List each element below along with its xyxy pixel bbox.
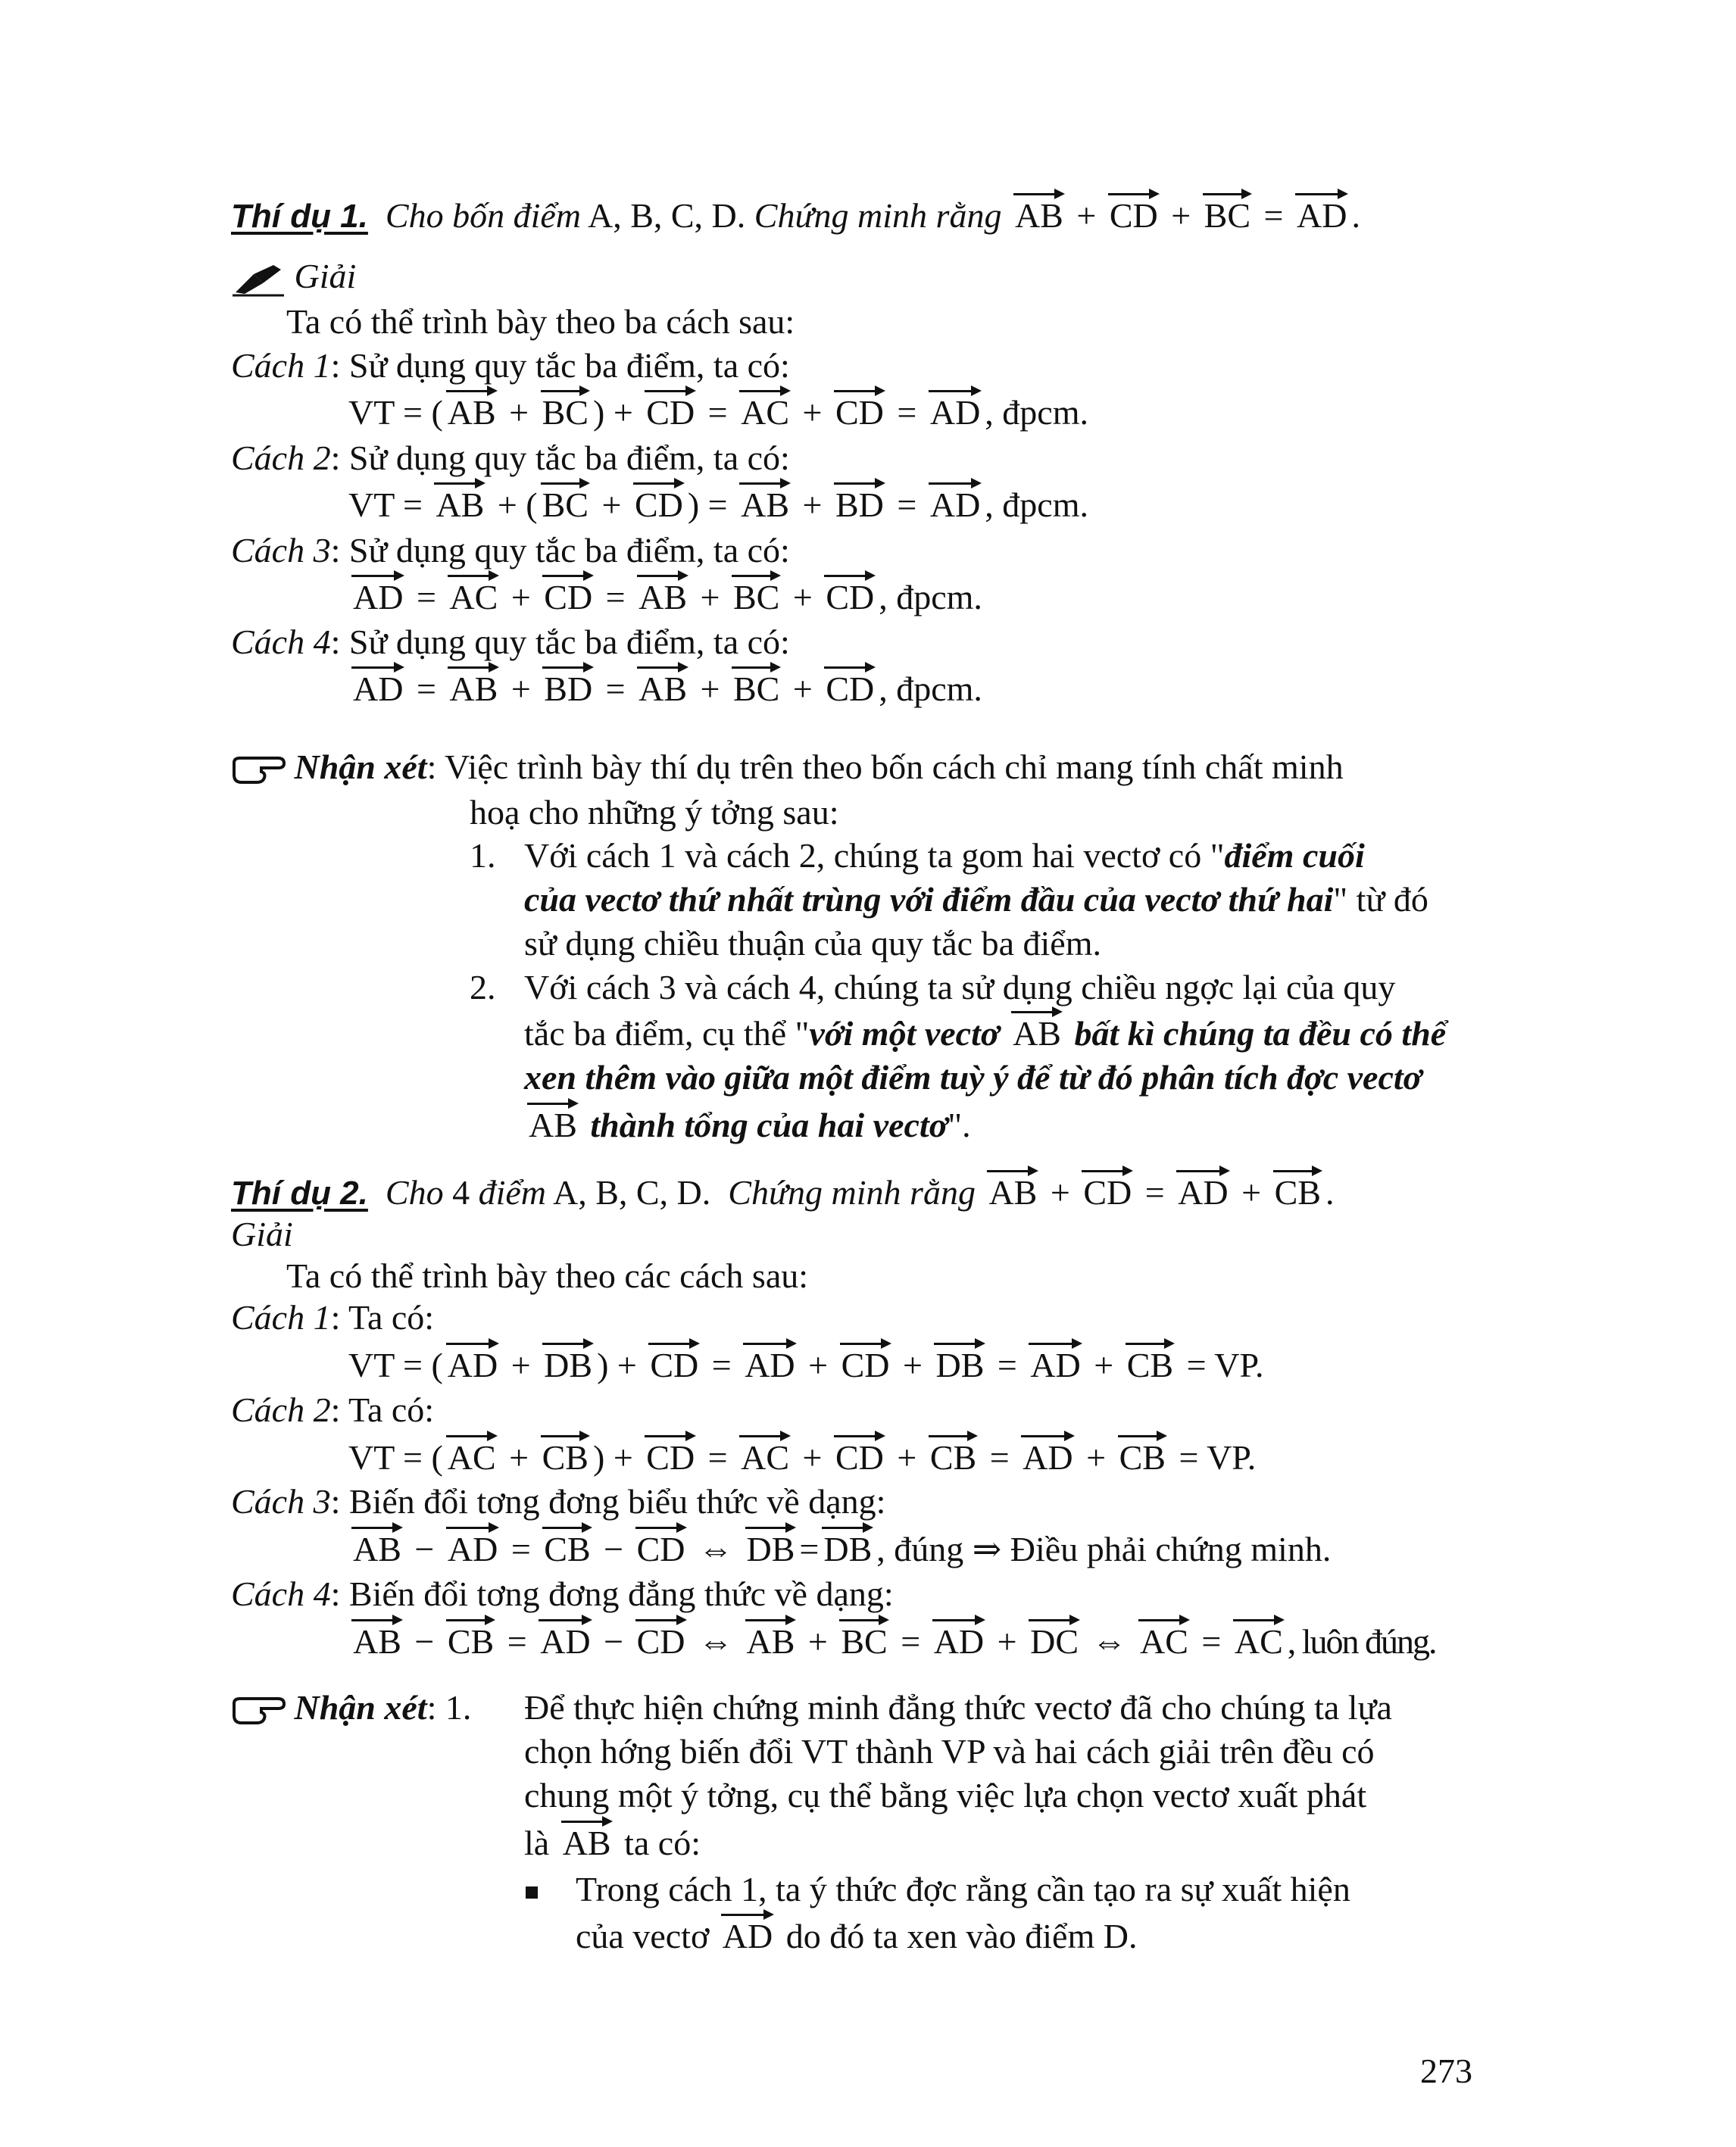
method-3-heading: Cách 3: Sử dụng quy tắc ba điểm, ta có:: [231, 531, 790, 570]
vector-cd: CD: [1107, 193, 1161, 239]
ex2-method-1-heading: Cách 1: Ta có:: [231, 1298, 435, 1337]
remark-1-item-1-line-1: Với cách 1 và cách 2, chúng ta gom hai vectơ có "điểm cuối: [524, 836, 1365, 875]
example-2-intro: Ta có thể trình bày theo các cách sau:: [286, 1256, 809, 1295]
ex2-method-4-equation: AB − CB = AD − CD ⇔ AB + BC = AD + DC ⇔ AC = AC , luôn đúng.: [348, 1619, 1436, 1665]
vector-ab: AB: [1012, 193, 1066, 239]
ex2-method-4-heading: Cách 4: Biến đổi tơng đơng đẳng thức về dạng:: [231, 1574, 894, 1613]
vector-bc: BC: [1201, 193, 1254, 239]
intro-text: Ta có thể trình bày theo ba cách sau:: [286, 302, 795, 341]
remark-1-line-2: hoạ cho những ý tởng sau:: [470, 793, 839, 832]
ex2-method-3-equation: AB − AD = CB − CD ⇔ DB = DB , đúng ⇒ Điều phải chứng minh.: [348, 1527, 1331, 1572]
ex2-method-2-heading: Cách 2: Ta có:: [231, 1390, 435, 1429]
ex2-method-2-equation: VT = ( AC + CB ) + CD = AC + CD + CB = AD + CB = VP.: [348, 1435, 1256, 1481]
remark-1-item-1-line-3: sử dụng chiều thuận của quy tắc ba điểm.: [524, 924, 1101, 963]
remark-2-text-1: Để thực hiện chứng minh đẳng thức vectơ đã cho chúng ta lựa: [524, 1688, 1392, 1727]
remark-1-item-2-line-4: AB thành tổng của hai vectơ".: [524, 1103, 971, 1148]
page-number: 273: [1420, 2052, 1472, 2090]
remark-2-bullet-1: [524, 1867, 539, 1912]
method-2-equation: VT = AB + ( BC + CD ) = AB + BD = AD , đpcm.: [348, 482, 1088, 528]
method-2-heading: Cách 2: Sử dụng quy tắc ba điểm, ta có:: [231, 438, 790, 477]
pointing-hand-icon: [231, 1696, 286, 1726]
example-1-statement: Thí dụ 1. Cho bốn điểm A, B, C, D. Chứng minh rằng AB + CD + BC = AD .: [231, 193, 1360, 239]
remark-2-bullet-1-line-1: Trong cách 1, ta ý thức đợc rằng cần tạo ra sự xuất hiện: [576, 1870, 1350, 1908]
vector-ad: AD: [1294, 193, 1350, 239]
example-2-statement: Thí dụ 2. Cho 4 điểm A, B, C, D. Chứng minh rằng AB + CD = AD + CB .: [231, 1170, 1334, 1216]
ex2-method-3-heading: Cách 3: Biến đổi tơng đơng biểu thức về dạng:: [231, 1482, 886, 1521]
solution-label: Giải: [231, 254, 356, 299]
remark-2-text-2: chọn hớng biến đổi VT thành VP và hai cách giải trên đều có: [524, 1732, 1375, 1771]
remark-1-item-2-number: 2.: [470, 968, 496, 1006]
method-4-equation: AD = AB + BD = AB + BC + CD , đpcm.: [348, 666, 982, 712]
pen-writing-icon: [231, 262, 286, 297]
ex2-method-1-equation: VT = ( AD + DB ) + CD = AD + CD + DB = AD + CB = VP.: [348, 1343, 1263, 1388]
remark-2-text-3: chung một ý tởng, cụ thể bằng việc lựa chọn vectơ xuất phát: [524, 1776, 1367, 1815]
method-3-equation: AD = AC + CD = AB + BC + CD , đpcm.: [348, 575, 982, 620]
square-bullet-icon: [524, 1885, 539, 1900]
remark-1-item-2-line-3: xen thêm vào giữa một điểm tuỳ ý để từ đó phân tích đợc vectơ: [524, 1058, 1422, 1097]
example-2-heading: Thí dụ 2.: [231, 1175, 368, 1212]
example-1-heading: Thí dụ 1.: [231, 198, 368, 235]
pointing-hand-icon: [231, 755, 286, 785]
method-1-heading: Cách 1: Sử dụng quy tắc ba điểm, ta có:: [231, 346, 790, 385]
remark-1-item-1-line-2: của vectơ thứ nhất trùng với điểm đầu của vectơ thứ hai" từ đó: [524, 880, 1428, 919]
method-1-equation: VT = ( AB + BC ) + CD = AC + CD = AD , đpcm.: [348, 390, 1088, 435]
remark-1-line-1: Nhận xét: Việc trình bày thí dụ trên theo bốn cách chỉ mang tính chất minh: [231, 744, 1344, 790]
remark-2-bullet-1-line-2: của vectơ AD do đó ta xen vào điểm D.: [576, 1914, 1137, 1959]
remark-2-line-1: Nhận xét: 1.: [231, 1685, 471, 1730]
remark-2-text-4: là AB ta có:: [524, 1821, 701, 1866]
example-2-solution-label: Giải: [231, 1215, 293, 1253]
remark-1-item-1-number: 1.: [470, 836, 496, 875]
remark-1-item-2-line-2: tắc ba điểm, cụ thể "với một vectơ AB bất kì chúng ta đều có thể: [524, 1011, 1446, 1056]
method-4-heading: Cách 4: Sử dụng quy tắc ba điểm, ta có:: [231, 623, 790, 661]
remark-1-item-2-line-1: Với cách 3 và cách 4, chúng ta sử dụng chiều ngợc lại của quy: [524, 968, 1396, 1006]
